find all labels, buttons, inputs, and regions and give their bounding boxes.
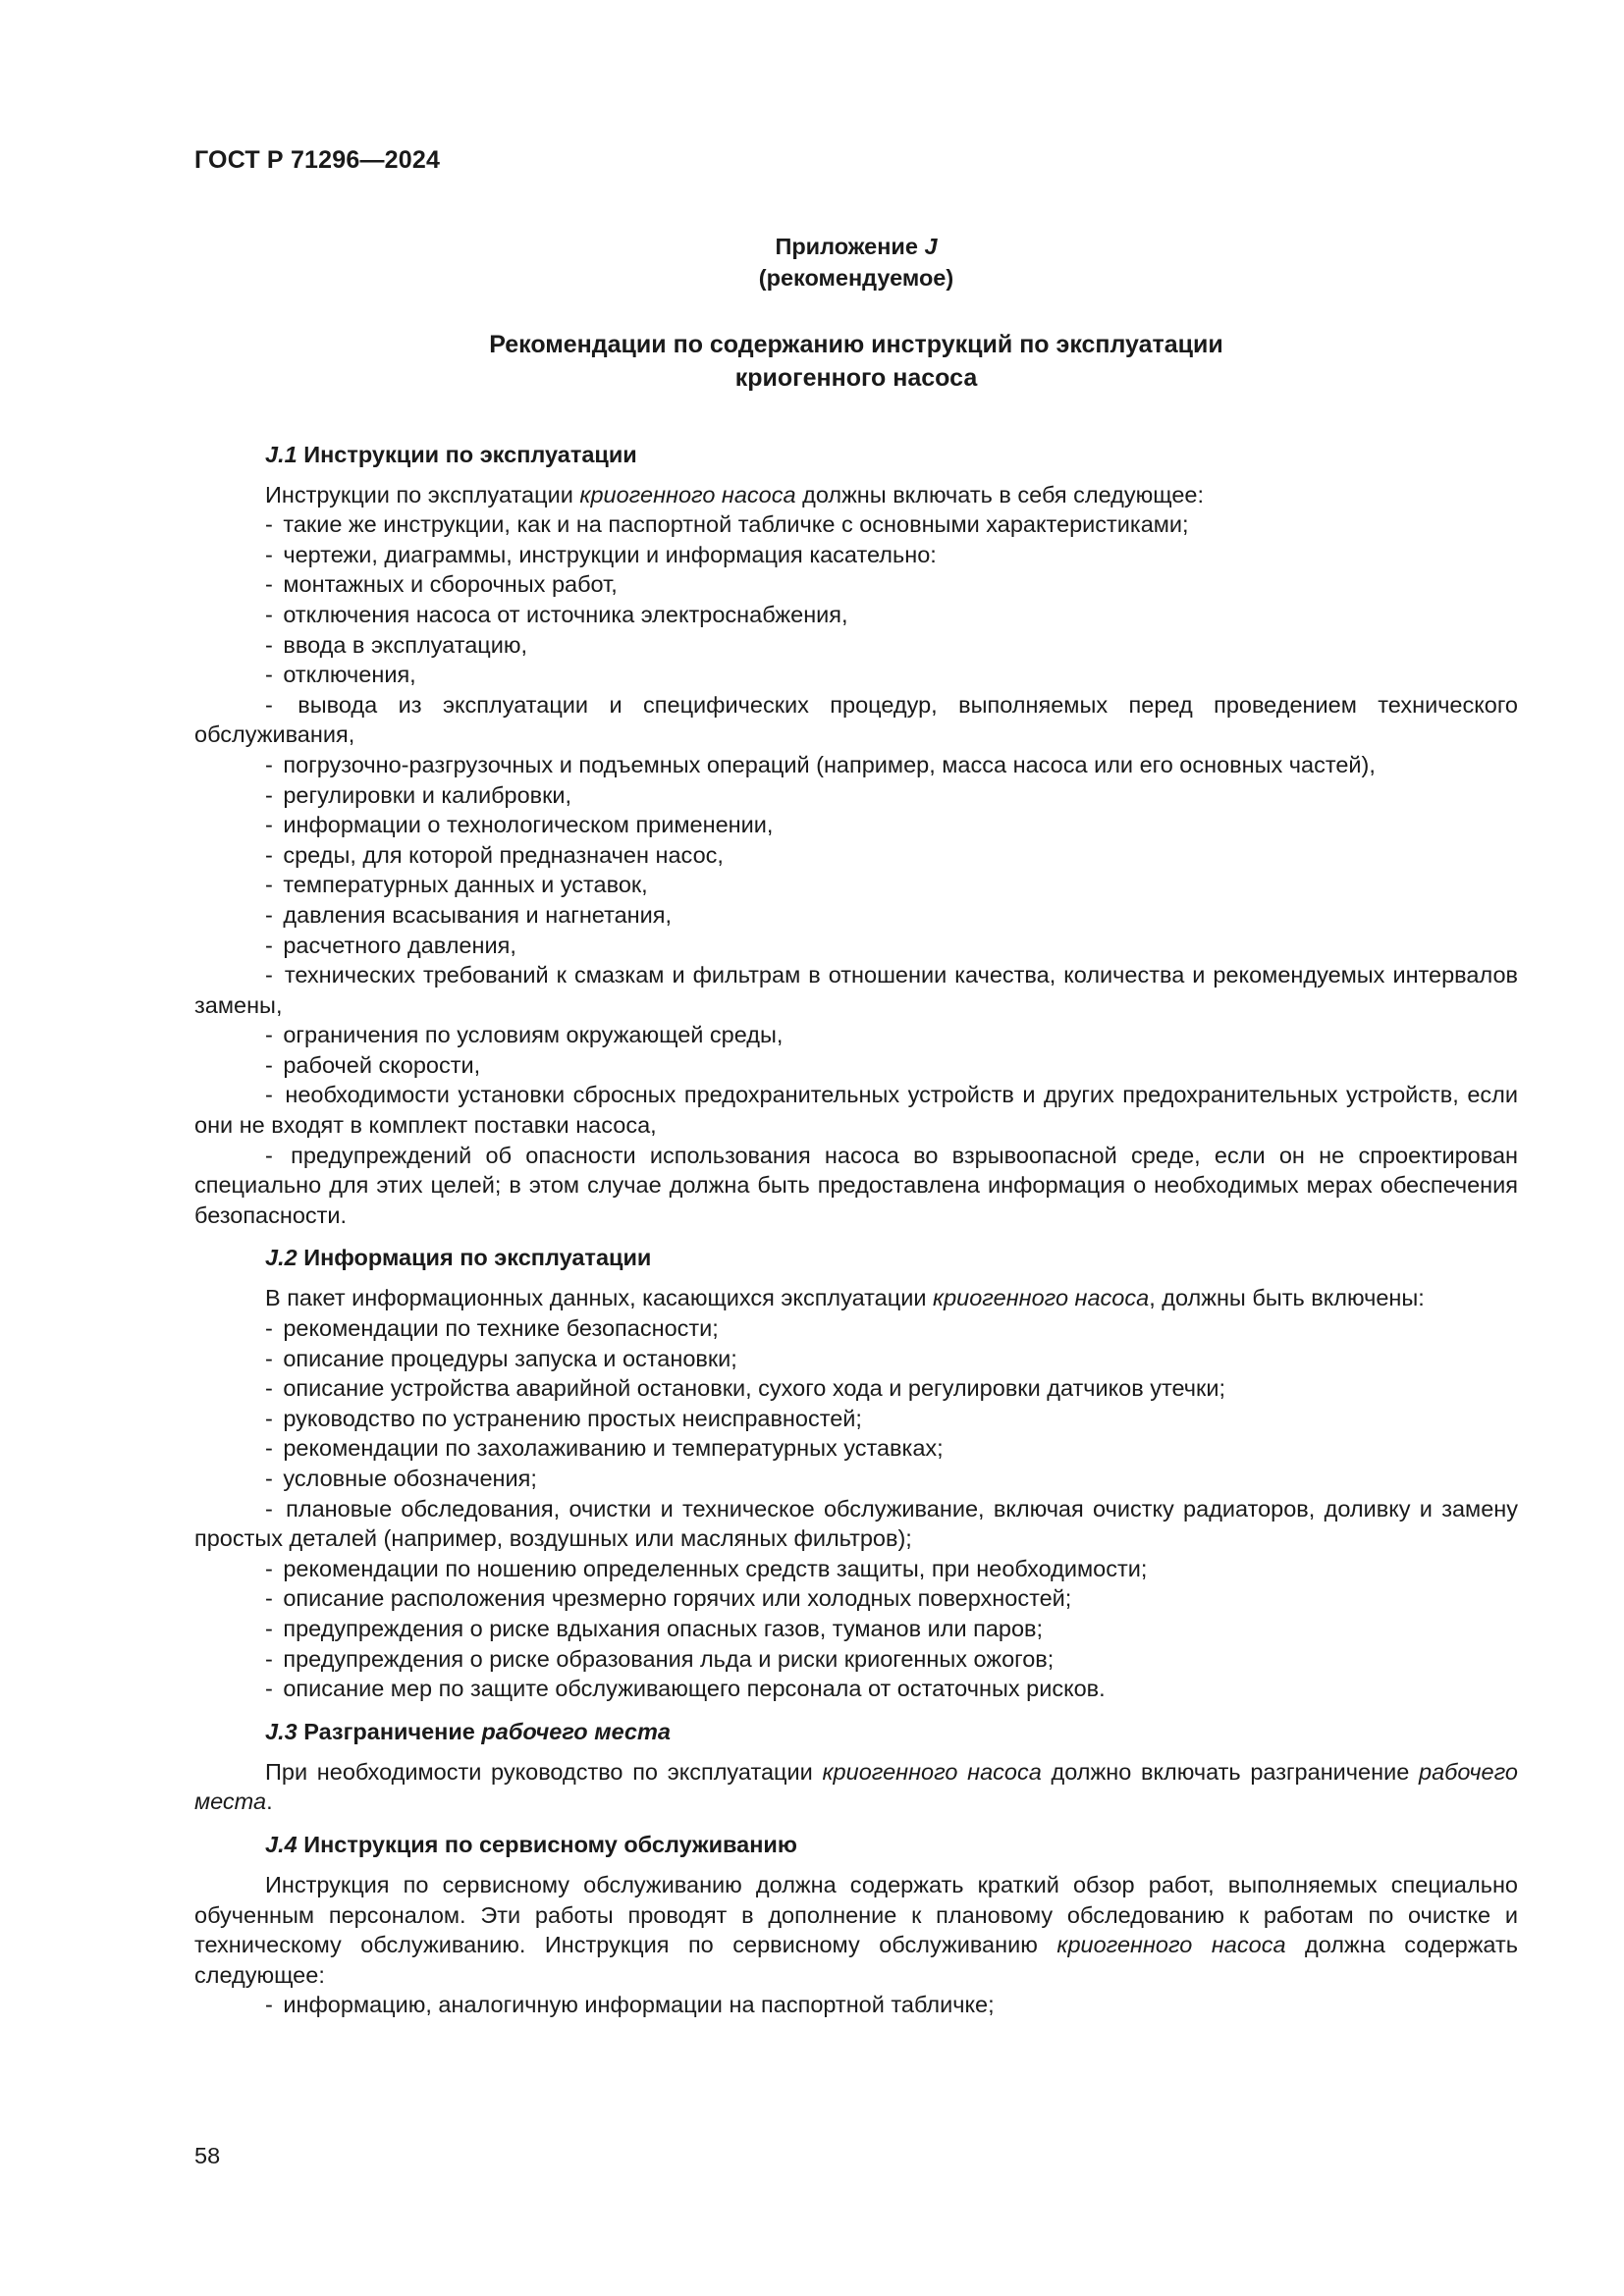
list-item-text: рекомендации по захолаживанию и температурных уставках; (283, 1435, 944, 1462)
section-heading (194, 439, 1518, 470)
annex-status: (рекомендуемое) (758, 264, 954, 291)
list-item (194, 600, 1518, 630)
section-j1 (194, 439, 1518, 1231)
list-item (194, 840, 1518, 871)
section-number: J.4 (265, 1831, 298, 1857)
bullet-dash: - (265, 962, 273, 988)
bullet-dash: - (265, 1082, 273, 1108)
section-title-emphasis: рабочего места (481, 1718, 671, 1744)
section-title: Инструкция по сервисному обслуживанию (303, 1831, 797, 1857)
list-item (194, 1614, 1518, 1644)
list-item-text: регулировки и калибровки, (283, 781, 572, 808)
list-item-text: погрузочно-разгрузочных и подъемных операций (например, масса насоса или его основных частей), (283, 751, 1376, 777)
bullet-dash: - (265, 601, 273, 627)
bullet-dash: - (265, 1676, 273, 1702)
service-list (194, 1990, 1518, 2020)
section-heading (194, 1242, 1518, 1273)
list-item-text: вывода из эксплуатации и специфических процедур, выполняемых перед проведением технического обслуживания, (194, 691, 1518, 748)
bullet-dash: - (265, 1585, 273, 1612)
list-item (194, 1554, 1518, 1584)
list-item (194, 1404, 1518, 1434)
section-number: J.2 (265, 1245, 298, 1271)
document-code: ГОСТ Р 71296—2024 (194, 146, 441, 174)
list-item-text: описание мер по защите обслуживающего персонала от остаточных рисков. (283, 1676, 1106, 1702)
section-number: J.3 (265, 1718, 298, 1744)
annex-letter: J (924, 233, 938, 259)
list-item (194, 660, 1518, 690)
document-page (194, 145, 1518, 2032)
list-item (194, 1313, 1518, 1344)
list-item-text: описание устройства аварийной остановки, сухого хода и регулировки датчиков утечки; (283, 1375, 1225, 1402)
section-text: При необходимости руководство по эксплуатации криогенного насоса должно включать разграничение рабочего места. (194, 1758, 1518, 1815)
list-item-text: такие же инструкции, как и на паспортной табличке с основными характеристиками; (283, 511, 1189, 538)
list-item-text: руководство по устранению простых неисправностей; (283, 1405, 862, 1431)
list-item (194, 1433, 1518, 1464)
annex-title-line-1: Рекомендации по содержанию инструкций по эксплуатации (489, 330, 1223, 358)
annex-title-line-2: криогенного насоса (734, 363, 978, 392)
list-item-text: рекомендации по технике безопасности; (283, 1315, 719, 1342)
list-item (194, 750, 1518, 780)
list-item-text: температурных данных и уставок, (283, 872, 648, 898)
section-j4 (194, 1829, 1518, 2020)
bullet-dash: - (265, 571, 273, 598)
list-item-text: условные обозначения; (283, 1466, 537, 1491)
bullet-dash: - (265, 1466, 273, 1491)
list-item (194, 1990, 1518, 2020)
list-item (194, 630, 1518, 661)
list-item-text: описание расположения чрезмерно горячих или холодных поверхностей; (283, 1585, 1072, 1612)
list-item (194, 1464, 1518, 1494)
list-item (194, 1674, 1518, 1704)
list-item (194, 780, 1518, 811)
bullet-dash: - (265, 841, 273, 868)
bullet-dash: - (265, 631, 273, 658)
list-item-text: технических требований к смазкам и фильтрам в отношении качества, количества и рекомендуемых интервалов замены, (194, 962, 1519, 1018)
list-item (194, 1080, 1518, 1140)
annex-title (194, 328, 1518, 395)
list-item-text: информации о технологическом применении, (283, 812, 774, 838)
bullet-dash: - (265, 1142, 273, 1168)
bullet-dash: - (265, 781, 273, 808)
information-list (194, 1313, 1518, 1704)
bullet-dash: - (265, 812, 273, 838)
section-intro: В пакет информационных данных, касающихся эксплуатации криогенного насоса, должны быть включены: (265, 1285, 1425, 1311)
list-item (194, 1050, 1518, 1081)
list-item-text: чертежи, диаграммы, инструкции и информация касательно: (283, 541, 937, 567)
list-item-text: необходимости установки сбросных предохранительных устройств и других предохранительных устройств, если они не входят в комплект поставки насоса, (194, 1082, 1518, 1139)
list-item (194, 1344, 1518, 1374)
list-item (194, 810, 1518, 840)
list-item (194, 870, 1518, 900)
bullet-dash: - (265, 751, 273, 777)
bullet-dash: - (265, 662, 273, 688)
list-item (194, 1583, 1518, 1614)
bullet-dash: - (265, 1345, 273, 1371)
section-j2 (194, 1242, 1518, 1703)
bullet-dash: - (265, 511, 273, 538)
list-item-text: информацию, аналогичную информации на паспортной табличке; (283, 1992, 995, 2018)
annex-label (194, 231, 1518, 262)
list-item-text: давления всасывания и нагнетания, (283, 901, 673, 928)
list-item-text: среды, для которой предназначен насос, (283, 841, 724, 868)
requirements-list (194, 509, 1518, 1230)
list-item-text: отключения, (283, 662, 416, 688)
bullet-dash: - (265, 1375, 273, 1402)
section-heading (194, 1716, 1518, 1747)
list-item-text: ввода в эксплуатацию, (283, 631, 528, 658)
annex-label-prefix: Приложение (775, 233, 918, 259)
bullet-dash: - (265, 932, 273, 958)
list-item-text: предупреждений об опасности использования насоса во взрывоопасной среде, если он не спроектирован специально для этих целей; в этом случае должна быть предоставлена информация о необходимых мерах обеспечения безопасности. (194, 1142, 1518, 1228)
list-item-text: ограничения по условиям окружающей среды, (283, 1022, 784, 1048)
list-item (194, 1494, 1518, 1554)
list-item (194, 900, 1518, 931)
list-item (194, 569, 1518, 600)
bullet-dash: - (265, 1051, 273, 1078)
list-item-text: рабочей скорости, (283, 1051, 481, 1078)
bullet-dash: - (265, 1615, 273, 1641)
list-item (194, 960, 1518, 1020)
bullet-dash: - (265, 1495, 273, 1522)
section-title: Информация по эксплуатации (303, 1245, 652, 1271)
list-item (194, 931, 1518, 961)
bullet-dash: - (265, 1435, 273, 1462)
list-item-text: предупреждения о риске вдыхания опасных газов, туманов или паров; (283, 1615, 1044, 1641)
bullet-dash: - (265, 1315, 273, 1342)
list-item (194, 540, 1518, 570)
section-j3 (194, 1716, 1518, 1817)
bullet-dash: - (265, 872, 273, 898)
section-title: Инструкции по эксплуатации (303, 441, 637, 467)
list-item (194, 1644, 1518, 1675)
list-item-text: рекомендации по ношению определенных средств защиты, при необходимости; (283, 1555, 1148, 1581)
section-title: Разграничение (303, 1718, 482, 1744)
bullet-dash: - (265, 901, 273, 928)
list-item (194, 1020, 1518, 1050)
bullet-dash: - (265, 1022, 273, 1048)
bullet-dash: - (265, 541, 273, 567)
bullet-dash: - (265, 1405, 273, 1431)
bullet-dash: - (265, 1555, 273, 1581)
list-item-text: монтажных и сборочных работ, (283, 571, 618, 598)
section-intro: Инструкции по эксплуатации криогенного насоса должны включать в себя следующее: (265, 481, 1204, 507)
section-text: Инструкция по сервисному обслуживанию должна содержать краткий обзор работ, выполняемых специально обученным персоналом. Эти работы проводят в дополнение к плановому обследованию к работам по очистке и техническому обслуживанию. Инструкция по сервисному обслуживанию криогенного насоса должна содержать следующее: (194, 1871, 1518, 1988)
list-item-text: описание процедуры запуска и остановки; (283, 1345, 737, 1371)
page-number: 58 (194, 2143, 221, 2168)
list-item-text: плановые обследования, очистки и техническое обслуживание, включая очистку радиаторов, доливку и замену простых деталей (например, воздушных или масляных фильтров); (194, 1495, 1519, 1552)
bullet-dash: - (265, 691, 273, 718)
section-number: J.1 (265, 441, 298, 467)
list-item-text: отключения насоса от источника электроснабжения, (283, 601, 848, 627)
list-item (194, 690, 1518, 750)
list-item-text: предупреждения о риске образования льда и риски криогенных ожогов; (283, 1645, 1055, 1672)
section-heading (194, 1829, 1518, 1860)
bullet-dash: - (265, 1992, 273, 2018)
list-item (194, 509, 1518, 540)
list-item (194, 1141, 1518, 1231)
bullet-dash: - (265, 1645, 273, 1672)
list-item (194, 1373, 1518, 1404)
list-item-text: расчетного давления, (283, 932, 516, 958)
